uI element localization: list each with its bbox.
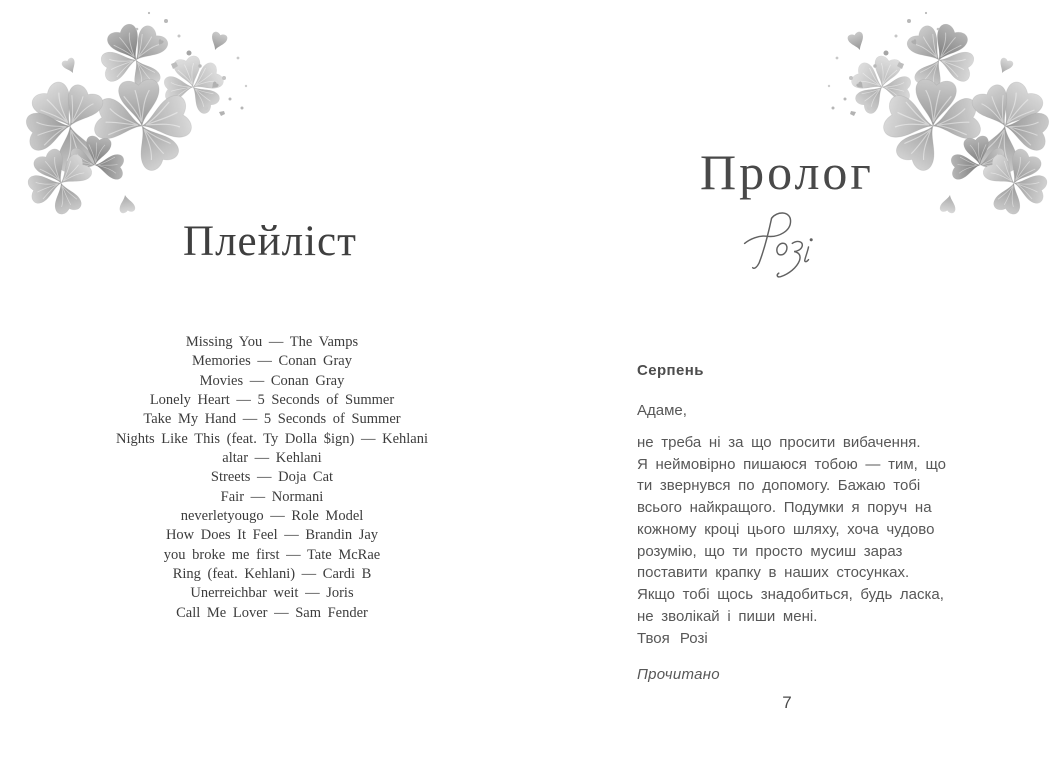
letter-line: розумію, що ти просто мусиш зараз <box>637 542 903 560</box>
letter-salutation: Адаме, <box>637 402 687 419</box>
right-page <box>525 0 1050 760</box>
song-line: How Does It Feel — Brandin Jay <box>165 527 379 544</box>
song-line: Ring (feat. Kehlani) — Cardi B <box>172 566 372 583</box>
letter-line: всього найкращого. Подумки я поруч на <box>637 499 932 517</box>
page-number: 7 <box>782 693 792 712</box>
floral-decoration-left-icon <box>16 0 282 232</box>
letter-line: не зволікай і пиши мені. <box>637 607 818 625</box>
letter-month: Серпень <box>637 362 704 379</box>
letter-status: Прочитано <box>637 666 720 683</box>
song-line: Call Me Lover — Sam Fender <box>176 604 368 621</box>
letter-line: поставити крапку в наших стосунках. <box>637 564 910 582</box>
song-line: Take My Hand — 5 Seconds of Summer <box>143 411 401 428</box>
song-line: altar — Kehlani <box>222 450 322 467</box>
letter-line: кожному кроці цього шляху, хоча чудово <box>637 520 935 538</box>
playlist-title: Плейліст <box>183 218 357 265</box>
letter-line: ти звернувся по допомогу. Бажаю тобі <box>637 477 921 495</box>
song-line: Nights Like This (feat. Ty Dolla $ign) — Kehlani <box>116 430 428 447</box>
song-line: Fair — Normani <box>220 488 324 505</box>
song-line: Unerreichbar weit — Joris <box>190 585 354 602</box>
letter-line: не треба ні за що просити вибачення. <box>637 434 921 451</box>
song-line: Missing You — The Vamps <box>185 334 359 350</box>
song-line: you broke me first — Tate McRae <box>163 546 381 563</box>
song-line: Movies — Conan Gray <box>199 372 345 389</box>
signature-rosie-icon <box>736 211 836 283</box>
song-line: neverletyougo — Role Model <box>180 508 364 525</box>
letter-body <box>637 432 946 627</box>
song-line: Streets — Doja Cat <box>210 469 334 486</box>
chapter-title: Пролог <box>700 144 874 200</box>
letter-line: Я неймовірно пишаюся тобою — тим, що <box>637 455 946 473</box>
letter-line: Якщо тобі щось знадобиться, будь ласка, <box>637 585 944 603</box>
song-line: Memories — Conan Gray <box>191 353 352 370</box>
song-list <box>22 333 522 623</box>
letter-closing: Твоя Розі <box>637 630 708 647</box>
song-line: Lonely Heart — 5 Seconds of Summer <box>149 392 395 409</box>
